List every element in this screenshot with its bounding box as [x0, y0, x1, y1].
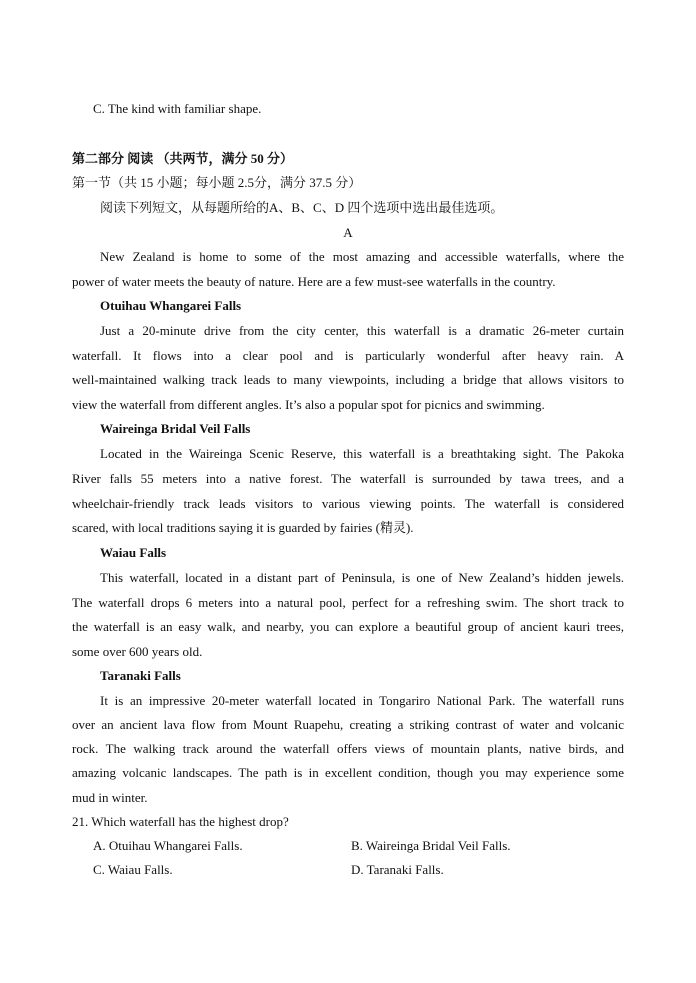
- passage-label: A: [343, 225, 353, 240]
- falls-text-line: scared, with local traditions saying it is guarded by fairies (精灵).: [72, 520, 414, 535]
- falls-title-waiau: Waiau Falls: [100, 545, 167, 560]
- section1-heading: 第一节（共 15 小题；每小题 2.5分，满分 37.5 分）: [72, 175, 362, 190]
- falls-text-line: The waterfall drops 6 meters into a natural pool, perfect for a refreshing swim. The short track to: [72, 595, 624, 610]
- intro-line-2: power of water meets the beauty of nature. Here are a few must-see waterfalls in the country.: [72, 274, 556, 289]
- falls-text-line: the waterfall is an easy walk, and nearby, you can explore a beautiful group of ancient kauri trees,: [72, 619, 624, 634]
- falls-text-line: wheelchair-friendly track leads visitors to various viewing points. The waterfall is considered: [72, 496, 624, 511]
- falls-text-line: Located in the Waireinga Scenic Reserve, this waterfall is a breathtaking sight. The Pakoka: [100, 446, 624, 461]
- intro-line-1: New Zealand is home to some of the most amazing and accessible waterfalls, where the: [100, 249, 624, 264]
- option-b[interactable]: B. Waireinga Bridal Veil Falls.: [351, 838, 511, 853]
- falls-text-line: well-maintained walking track leads to many viewpoints, including a bridge that allows visitors to: [72, 372, 624, 387]
- falls-text-line: view the waterfall from different angles. It’s also a popular spot for picnics and swimming.: [72, 397, 545, 412]
- falls-text-line: River falls 55 meters into a native forest. The waterfall is surrounded by tawa trees, and a: [72, 471, 624, 486]
- falls-text-line: over an ancient lava flow from Mount Ruapehu, creating a striking contrast of water and volcanic: [72, 717, 624, 732]
- falls-text-line: mud in winter.: [72, 790, 148, 805]
- falls-title-taranaki: Taranaki Falls: [100, 668, 181, 683]
- falls-text-line: amazing volcanic landscapes. The path is in excellent condition, though you may experience some: [72, 765, 624, 780]
- falls-text-line: rock. The walking track around the waterfall offers views of mountain plants, native birds, and: [72, 741, 624, 756]
- option-c[interactable]: C. Waiau Falls.: [93, 862, 173, 877]
- option-a[interactable]: A. Otuihau Whangarei Falls.: [93, 838, 243, 853]
- falls-title-otuihau: Otuihau Whangarei Falls: [100, 298, 242, 313]
- falls-text-line: waterfall. It flows into a clear pool and is particularly wonderful after heavy rain. A: [72, 348, 624, 363]
- previous-option-c: C. The kind with familiar shape.: [93, 101, 262, 116]
- falls-text-line: Just a 20-minute drive from the city center, this waterfall is a dramatic 26-meter curtain: [100, 323, 624, 338]
- falls-text-line: It is an impressive 20-meter waterfall located in Tongariro National Park. The waterfall runs: [100, 693, 624, 708]
- falls-title-waireinga: Waireinga Bridal Veil Falls: [100, 421, 251, 436]
- part2-heading: 第二部分 阅读 （共两节，满分 50 分）: [72, 151, 294, 166]
- option-d[interactable]: D. Taranaki Falls.: [351, 862, 444, 877]
- question-21: 21. Which waterfall has the highest drop?: [72, 814, 289, 829]
- instructions: 阅读下列短文，从每题所给的A、B、C、D 四个选项中选出最佳选项。: [100, 200, 504, 215]
- falls-text-line: This waterfall, located in a distant part of Peninsula, is one of New Zealand’s hidden jewels.: [100, 570, 624, 585]
- falls-text-line: some over 600 years old.: [72, 644, 203, 659]
